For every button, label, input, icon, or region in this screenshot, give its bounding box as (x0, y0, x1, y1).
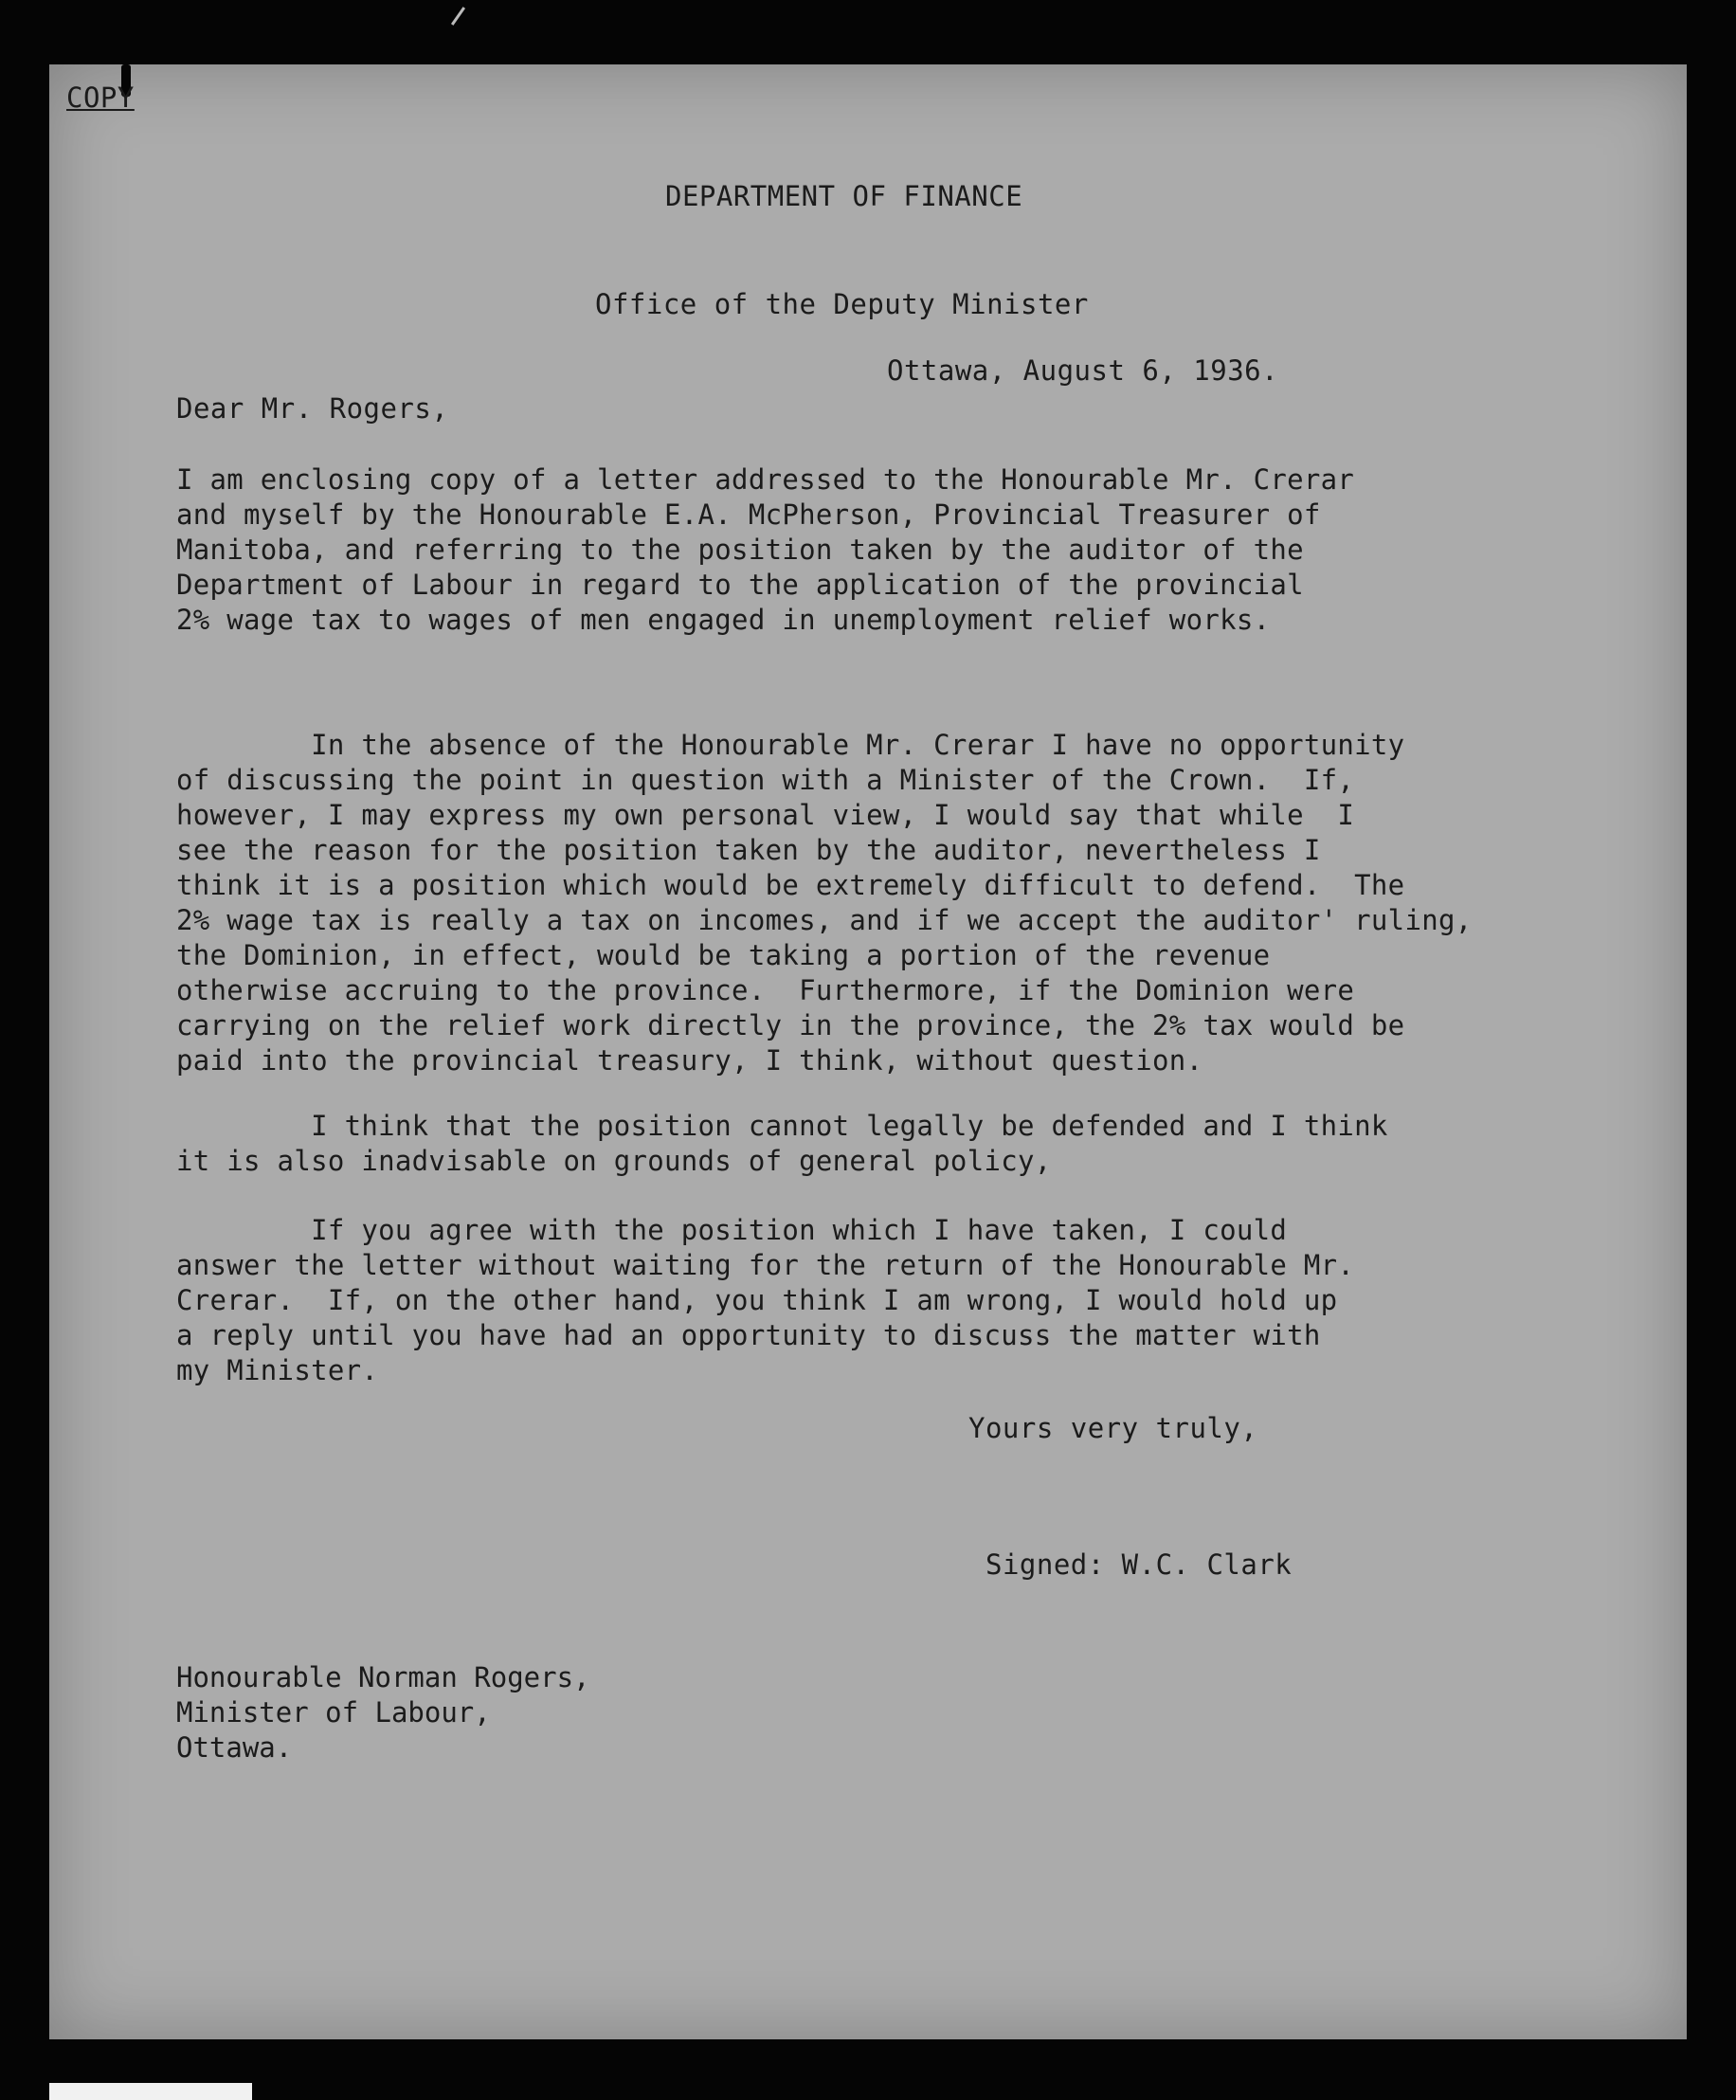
paragraph-3: I think that the position cannot legally be defended and I think it is also inadvisable on grounds of general policy, (176, 1110, 1388, 1177)
office-heading: Office of the Deputy Minister (595, 288, 1089, 320)
salutation: Dear Mr. Rogers, (176, 392, 449, 425)
department-heading: DEPARTMENT OF FINANCE (665, 180, 1023, 212)
paragraph-4: If you agree with the position which I have taken, I could answer the letter without waiting for the return of the Honourable Mr. Crerar. If, on the other hand, you think I am wrong, I would hold up a reply until you have had an opportunity to discuss the matter with my Minister. (176, 1214, 1355, 1386)
closing: Yours very truly, (968, 1412, 1258, 1444)
signature: Signed: W.C. Clark (986, 1548, 1293, 1581)
copy-label: COPY (66, 81, 135, 114)
addressee-block: Honourable Norman Rogers, Minister of Labour, Ottawa. (176, 1661, 590, 1764)
letter-date: Ottawa, August 6, 1936. (887, 354, 1279, 387)
scan-label-tab (49, 2083, 252, 2100)
paragraph-2: In the absence of the Honourable Mr. Crerar I have no opportunity of discussing the point in question with a Minister of the Crown. If, however, I may express my own personal view, I would say that while I see the reason for the position taken by the auditor, nevertheless I think it is a position which would be extremely difficult to defend. The 2% wage tax is really a tax on incomes, and if we accept the auditor' ruling, the Dominion, in effect, would be taking a portion of the revenue otherwise accruing to the province. Furthermore, if the Dominion were carrying on the relief work directly in the province, the 2% tax would be paid into the provincial treasury, I think, without question. (176, 729, 1473, 1077)
paragraph-1: I am enclosing copy of a letter addressed to the Honourable Mr. Crerar and myself by the Honourable E.A. McPherson, Provincial Treasurer of Manitoba, and referring to the position taken by the auditor of the Department of Labour in regard to the application of the provincial 2% wage tax to wages of men engaged in unemployment relief works. (176, 463, 1355, 636)
scan-mark (451, 7, 465, 26)
